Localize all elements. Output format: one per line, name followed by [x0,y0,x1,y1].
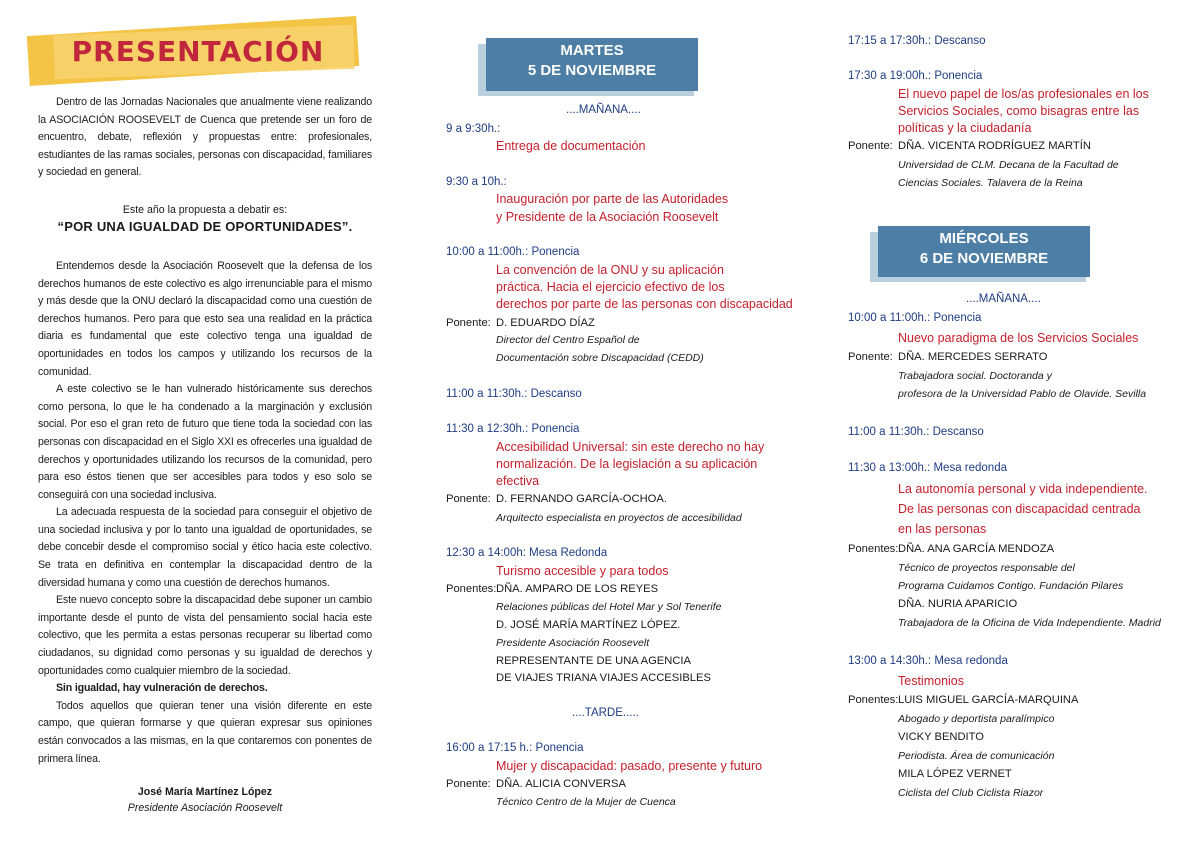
miercoles-s4-name-2: VICKY BENDITO [898,731,985,743]
martes-s9-role-1: Universidad de CLM. Decana de la Facultad de [898,159,1119,171]
miercoles-s1-time: 10:00 a 11:00h.: Ponencia [848,312,982,324]
martes-s2-time: 9:30 a 10h.: [446,176,507,188]
paragraph-6: Todos aquellos que quieran tener una visión diferente en este campo, que quieran formarse y que quieran expresar sus opiniones están convocados a las mismas, en la que contaremos con ponentes de primera línea. [38,699,372,765]
paragraph-3: La adecuada respuesta de la sociedad para conseguir el objetivo de una sociedad inclusiva y por lo tanto una igualdad de oportunidades, se debe concebir desde el compromiso social y ético hacia este colectivo. Se trata en definitiva en contemplar la discapacidad dentro de la diversidad humana y como una cuestión de derechos humanos. [38,506,372,589]
martes-s3-time: 10:00 a 11:00h.: Ponencia [446,246,580,258]
martes-s9-line-2: Servicios Sociales, como bisagras entre las [898,104,1140,118]
paragraph-1: Entendemos desde la Asociación Roosevelt que la defensa de los derechos humanos de este colectivo es algo irrenunciable para el mismo y más desde que la ONU declaró la discapacidad como una cuestión de derechos humanos. Pero para que esto sea una realidad en la práctica diaria es fundamental que este colectivo tenga una igualdad de oportunidades en todos los campos y utilizando los recursos de la comunidad. [38,259,372,378]
martes-s9-line-3: políticas y la ciudadanía [898,121,1032,135]
martes-s7-ponente-label: Ponente: [446,778,491,790]
martes-s6-ponentes-label: Ponentes: [446,583,497,595]
martes-tarde: ....TARDE..... [572,707,639,719]
martes-s3-line-1: La convención de la ONU y su aplicación [496,263,724,277]
martes-s6-role-1: Relaciones públicas del Hotel Mar y Sol Tenerife [496,601,722,613]
paragraph-2: A este colectivo se le han vulnerado históricamente sus derechos como persona, lo que le ha condenado a la marginación y exclusión social. Por eso el gran reto de futuro que tiene toda la sociedad con las personas con discapacidad en el Siglo XXI es ofrecerles una igualdad de derechos y oportunidades utilizando los recursos de la comunidad, pero para eso éstos tienen que ser accesibles para todos y eso solo se conseguirá con una sociedad inclusiva. [38,383,372,501]
miercoles-s3-role-3: Trabajadora de la Oficina de Vida Independiente. Madrid [898,617,1161,629]
miercoles-s4-role-3: Ciclista del Club Ciclista Riazor [898,787,1044,799]
miercoles-s1-role-2: profesora de la Universidad Pablo de Olavide. Sevilla [898,388,1147,400]
miercoles-s1-role-1: Trabajadora social. Doctoranda y [898,370,1052,382]
miercoles-s4-role-2: Periodista. Área de comunicación [898,750,1055,762]
miercoles-s4-time: 13:00 a 14:30h.: Mesa redonda [848,655,1008,667]
martes-s1-time: 9 a 9:30h.: [446,123,501,135]
martes-descanso-1: 11:00 a 11:30h.: Descanso [446,388,582,400]
martes-s6-name-1: DÑA. AMPARO DE LOS REYES [496,583,659,595]
miercoles-s3-role-1: Técnico de proyectos responsable del [898,562,1075,574]
miercoles-day: MIÉRCOLES [939,230,1029,247]
martes-s6-name-3: REPRESENTANTE DE UNA AGENCIA [496,655,691,667]
intro-paragraph: Dentro de las Jornadas Nacionales que anualmente viene realizando la ASOCIACIÓN ROOSEVELT de Cuenca que pretende ser un foro de encuentro, debate, reflexión y propuestas entre: profesionales, estudiantes de las ramas sociales, personas con discapacidad, familiares y sociedad en general. [38,96,372,179]
martes-date: 5 DE NOVIEMBRE [527,62,657,79]
martes-s9-name: DÑA. VICENTA RODRÍGUEZ MARTÍN [898,140,1091,152]
martes-s5-role: Arquitecto especialista en proyectos de accesibilidad [496,512,742,524]
miercoles-s4-name-3: MILA LÓPEZ VERNET [898,768,1012,780]
martes-s5-line-3: efectiva [496,474,540,488]
martes-s6-name-4: DE VIAJES TRIANA VIAJES ACCESIBLES [496,672,711,684]
miercoles-manana: ....MAÑANA.... [966,293,1041,305]
martes-s9-ponente-label: Ponente: [848,140,893,152]
martes-s9-role-2: Ciencias Sociales. Talavera de la Reina [898,177,1083,189]
martes-header [486,38,698,91]
martes-s6-role-2: Presidente Asociación Roosevelt [496,637,650,649]
martes-s3-line-3: derechos por parte de las personas con discapacidad [496,297,793,311]
martes-s9-time: 17:30 a 19:00h.: Ponencia [848,70,983,82]
martes-s5-line-2: normalización. De la legislación a su aplicación [496,457,758,471]
martes-s9-line-1: El nuevo papel de los/as profesionales en los [898,87,1149,101]
miercoles-s1-name: DÑA. MERCEDES SERRATO [898,351,1048,363]
miercoles-date: 6 DE NOVIEMBRE [919,250,1049,267]
martes-manana: ....MAÑANA.... [566,104,641,116]
miercoles-s4-name-1: LUIS MIGUEL GARCÍA-MARQUINA [898,694,1079,706]
martes-s5-ponente-label: Ponente: [446,493,491,505]
miercoles-s3-line-3: en las personas [898,522,987,536]
miercoles-s3-name-2: DÑA. NURIA APARICIO [898,598,1018,610]
martes-day: MARTES [560,42,624,59]
miercoles-s4-ponentes-label: Ponentes: [848,694,899,706]
miercoles-s3-role-2: Programa Cuidamos Contigo. Fundación Pilares [898,580,1124,592]
miercoles-s4-role-1: Abogado y deportista paralímpico [898,713,1055,725]
miercoles-s3-time: 11:30 a 13:00h.: Mesa redonda [848,462,1007,474]
signature-role: Presidente Asociación Roosevelt [127,802,283,815]
martes-s3-name: D. EDUARDO DÍAZ [496,317,595,329]
martes-s6-time: 12:30 a 14:00h: Mesa Redonda [446,547,608,559]
martes-s7-role: Técnico Centro de la Mujer de Cuenca [496,796,676,808]
martes-s6-line-1: Turismo accesible y para todos [496,564,669,578]
martes-s3-role-1: Director del Centro Español de [496,334,640,346]
martes-s5-time: 11:30 a 12:30h.: Ponencia [446,423,580,435]
martes-s7-name: DÑA. ALICIA CONVERSA [496,778,626,790]
presentacion-title: PRESENTACIÓN [71,35,325,68]
martes-s1-title: Entrega de documentación [496,139,646,153]
martes-descanso-2: 17:15 a 17:30h.: Descanso [848,35,986,47]
miercoles-header [878,226,1090,277]
miercoles-s3-name-1: DÑA. ANA GARCÍA MENDOZA [898,543,1055,555]
martes-s7-line-1: Mujer y discapacidad: pasado, presente y futuro [496,759,763,773]
proposal-label: Este año la propuesta a debatir es: [122,203,288,216]
martes-s2-line-2: y Presidente de la Asociación Roosevelt [496,210,719,224]
presentacion-body [38,94,372,816]
martes-s2-line-1: Inauguración por parte de las Autoridades [496,192,729,206]
motto: “POR UNA IGUALDAD DE OPORTUNIDADES”. [57,218,353,234]
miercoles-s1-ponente-label: Ponente: [848,351,893,363]
martes-s3-line-2: práctica. Hacia el ejercicio efectivo de los [496,280,725,294]
paragraph-4: Este nuevo concepto sobre la discapacidad debe suponer un cambio importante desde el punto de vista del pensamiento social hacia este colectivo, que les permita a estas personas recuperar su libertad como ciudadanos, su dignidad como personas y su igualdad de derechos y oportunidades como cualquier miembro de la sociedad. [38,594,372,677]
miercoles-s3-line-1: La autonomía personal y vida independiente. [898,482,1148,496]
martes-s6-name-2: D. JOSÉ MARÍA MARTÍNEZ LÓPEZ. [496,619,681,631]
signature-name: José María Martínez López [137,786,273,799]
martes-s7-time: 16:00 a 17:15 h.: Ponencia [446,742,584,754]
miercoles-s4-line-1: Testimonios [898,674,964,688]
martes-s5-name: D. FERNANDO GARCÍA-OCHOA. [496,493,667,505]
miercoles-s3-ponentes-label: Ponentes: [848,543,899,555]
miercoles-descanso: 11:00 a 11:30h.: Descanso [848,426,984,438]
paragraph-5: Sin igualdad, hay vulneración de derechos. [56,682,268,695]
martes-s5-line-1: Accesibilidad Universal: sin este derecho no hay [496,440,765,454]
miercoles-s3-line-2: De las personas con discapacidad centrada [898,502,1141,516]
martes-s3-role-2: Documentación sobre Discapacidad (CEDD) [496,352,704,364]
martes-s3-ponente-label: Ponente: [446,317,491,329]
miercoles-s1-line-1: Nuevo paradigma de los Servicios Sociales [898,331,1139,345]
